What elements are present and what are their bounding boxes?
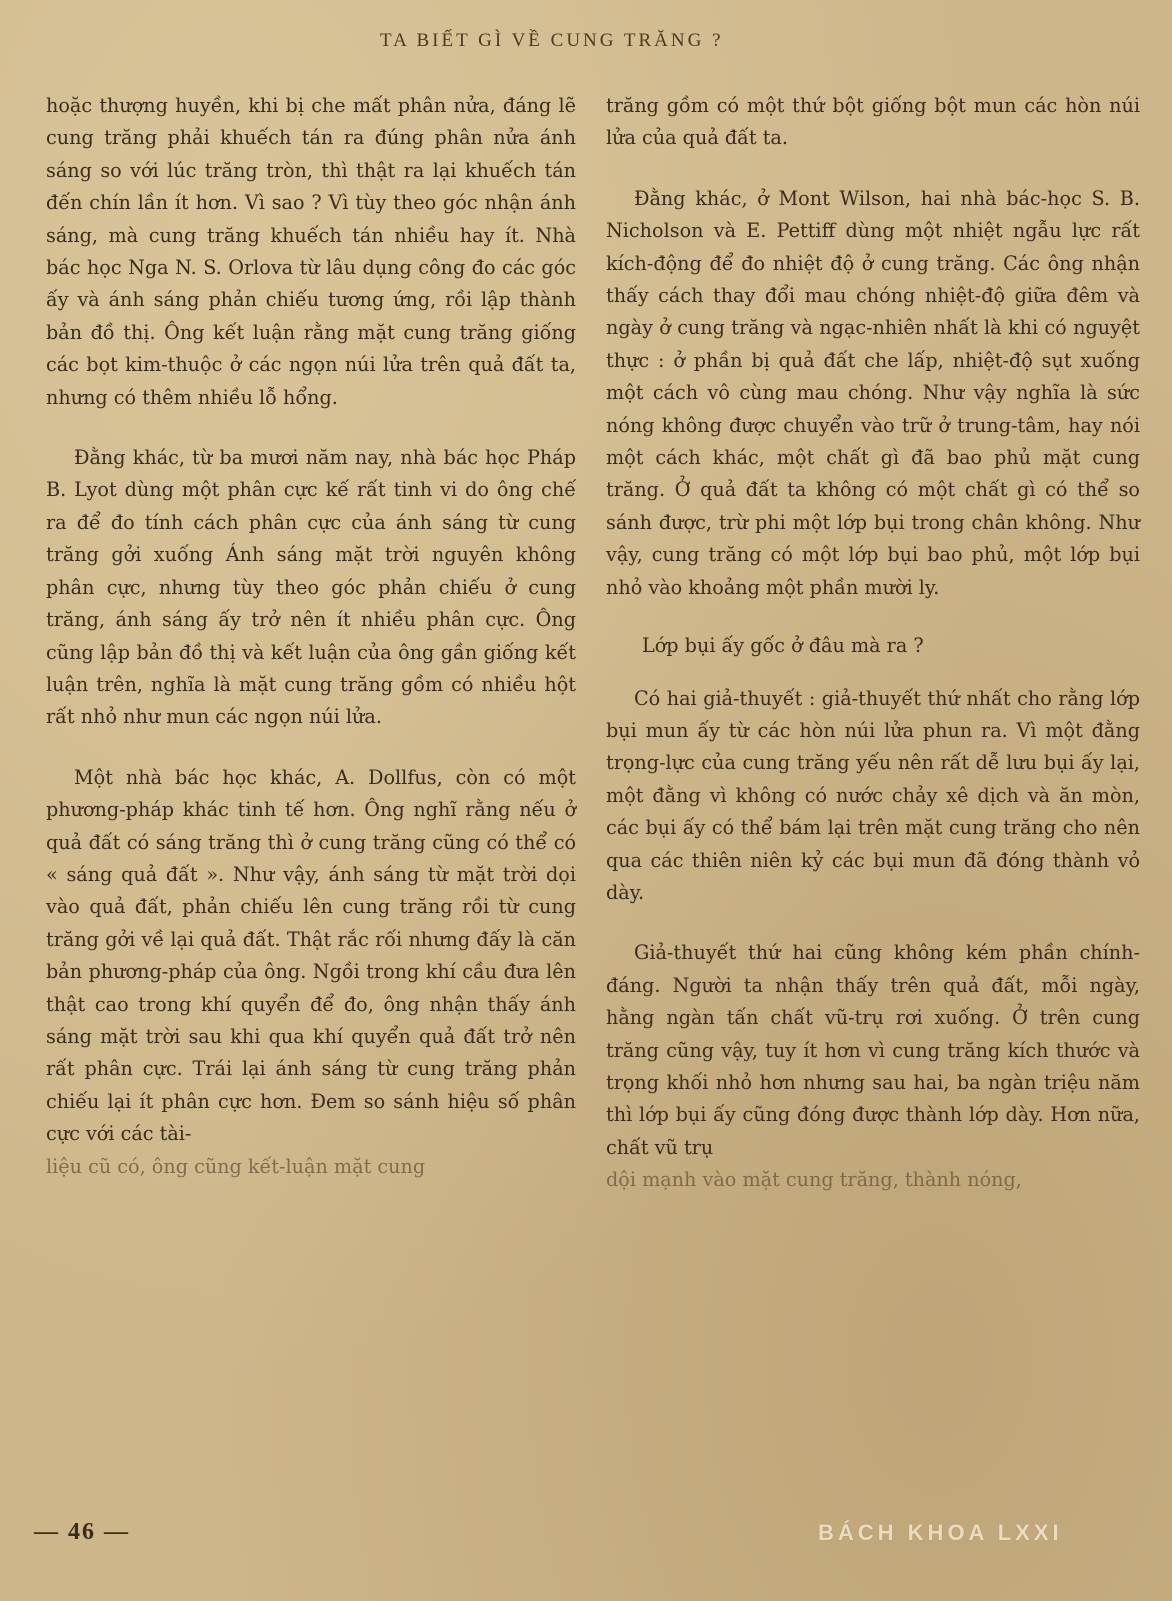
publication-name: BÁCH KHOA LXXI <box>818 1520 1063 1545</box>
running-header: TA BIẾT GÌ VỀ CUNG TRĂNG ? <box>380 30 724 51</box>
left-paragraph-1: hoặc thượng huyền, khi bị che mất phân nửa, đáng lẽ cung trăng phải khuếch tán ra đúng phân nửa ánh sáng so với lúc trăng tròn, thì thật ra lại khuếch tán đến chín lần ít hơn. Vì sao ? Vì tùy theo góc nhận ánh sáng, mà cung trăng khuếch tán nhiều hay ít. Nhà bác học Nga N. S. Orlova từ lâu dụng công đo các góc ấy và ánh sáng phản chiếu tương ứng, rồi lập thành bản đồ thị. Ông kết luận rằng mặt cung trăng giống các bọt kim-thuộc ở các ngọn núi lửa trên quả đất ta, nhưng có thêm nhiều lỗ hổng. <box>46 94 576 409</box>
section-question: Lớp bụi ấy gốc ở đâu mà ra ? <box>642 634 924 658</box>
right-paragraph-2: Đằng khác, ở Mont Wilson, hai nhà bác-học S. B. Nicholson và E. Pettiff dùng một nhiệt ngẫu lực rất kích-động để đo nhiệt độ ở cung trăng. Các ông nhận thấy cách thay đổi mau chóng nhiệt-độ giữa đêm và ngày ở cung trăng và ngạc-nhiên nhất là khi có nguyệt thực : ở phần bị quả đất che lấp, nhiệt-độ sụt xuống một cách vô cùng mau chóng. Như vậy nghĩa là sức nóng không được chuyển vào trữ ở trung-tâm, hay nói một cách khác, một chất gì đã bao phủ mặt cung trăng. Ở quả đất ta không có một chất gì có thể so sánh được, trừ phi một lớp bụi trong chân không. Như vậy, cung trăng có một lớp bụi bao phủ, một lớp bụi nhỏ vào khoảng một phần mười ly. <box>606 186 1140 599</box>
right-paragraph-3: Có hai giả-thuyết : giả-thuyết thứ nhất cho rằng lớp bụi mun ấy từ các hòn núi lửa phun ra. Vì một đằng trọng-lực của cung trăng yếu nên rất dễ lưu bụi ấy lại, một đằng vì không có nước chảy xê dịch và ăn mòn, các bụi ấy có thể bám lại trên mặt cung trăng cho nên qua các thiên niên kỷ các bụi mun đã đóng thành vỏ dày. <box>606 686 1140 904</box>
page-number: — 46 — <box>34 1519 130 1545</box>
right-column <box>606 90 1140 1197</box>
left-paragraph-3-faded-line: liệu cũ có, ông cũng kết-luận mặt cung <box>46 1154 426 1178</box>
right-paragraph-1: trăng gồm có một thứ bột giống bột mun các hòn núi lửa của quả đất ta. <box>606 94 1140 150</box>
left-paragraph-2: Đằng khác, từ ba mươi năm nay, nhà bác học Pháp B. Lyot dùng một phân cực kế rất tinh vi do ông chế ra để đo tính cách phân cực của ánh sáng từ cung trăng gởi xuống Ánh sáng mặt trời nguyên không phân cực, nhưng tùy theo góc phản chiếu ở cung trăng, ánh sáng ấy trở nên ít nhiều phân cực. Ông cũng lập bản đồ thị và kết luận của ông gần giống kết luận trên, nghĩa là mặt cung trăng gồm có nhiều hột rất nhỏ như mun các ngọn núi lửa. <box>46 446 576 729</box>
right-paragraph-4-faded-line: dội mạnh vào mặt cung trăng, thành nóng, <box>606 1168 1022 1192</box>
right-paragraph-4: Giả-thuyết thứ hai cũng không kém phần chính-đáng. Người ta nhận thấy trên quả đất, mỗi ngày, hằng ngàn tấn chất vũ-trụ rơi xuống. Ở trên cung trăng cũng vậy, tuy ít hơn vì cung trăng kích thước và trọng khối nhỏ hơn nhưng sau hai, ba ngàn triệu năm thì lớp bụi ấy cũng đóng được thành lớp dày. Hơn nữa, chất vũ trụ <box>606 941 1140 1159</box>
left-column <box>46 90 576 1183</box>
left-paragraph-3: Một nhà bác học khác, A. Dollfus, còn có một phương-pháp khác tinh tế hơn. Ông nghĩ rằng nếu ở quả đất có sáng trăng thì ở cung trăng cũng có thể có « sáng quả đất ». Như vậy, ánh sáng từ mặt trời dọi vào quả đất, phản chiếu lên cung trăng rồi từ cung trăng gởi về lại quả đất. Thật rắc rối nhưng đấy là căn bản phương-pháp của ông. Ngồi trong khí cầu đưa lên thật cao trong khí quyển để đo, ông nhận thấy ánh sáng mặt trời sau khi qua khí quyển quả đất trở nên rất phân cực. Trái lại ánh sáng từ cung trăng phản chiếu lại ít phân cực hơn. Đem so sánh hiệu số phân cực với các tài- <box>46 765 576 1146</box>
